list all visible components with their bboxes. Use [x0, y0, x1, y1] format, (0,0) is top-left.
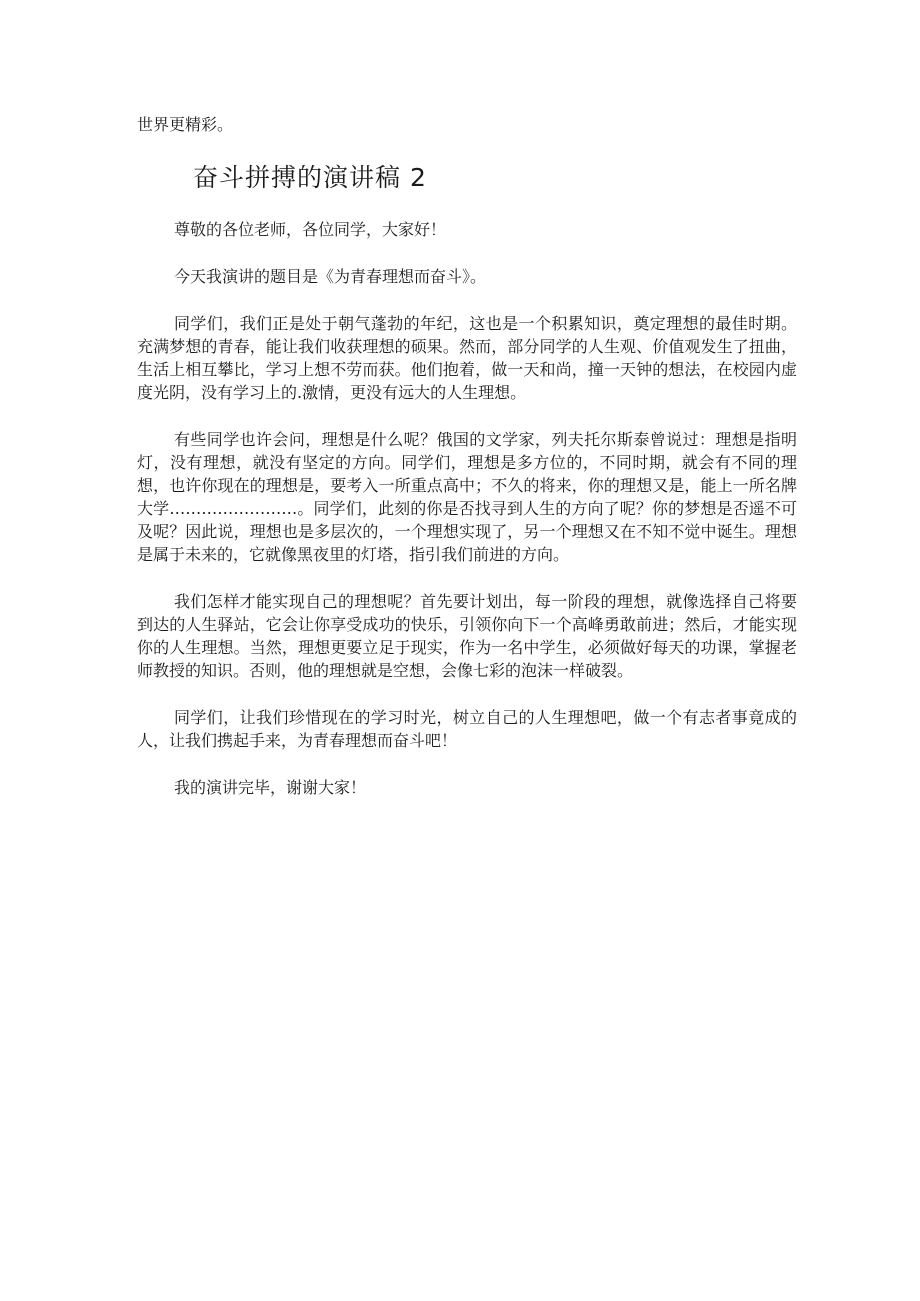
speech-body — [137, 218, 797, 823]
paragraph-youth: 同学们，我们正是处于朝气蓬勃的年纪，这也是一个积累知识，奠定理想的最佳时期。充满梦想的青春，能让我们收获理想的硕果。然而，部分同学的人生观、价值观发生了扭曲，生活上相互攀比，学习上想不劳而获。他们抱着，做一天和尚，撞一天钟的想法，在校园内虚度光阴，没有学习上的.激情，更没有远大的人生理想。 — [137, 314, 797, 402]
carry-over-line: 世界更精彩。 — [137, 115, 234, 134]
paragraph-what-is-ideal: 有些同学也许会问，理想是什么呢？俄国的文学家，列夫托尔斯泰曾说过：理想是指明灯，没有理想，就没有坚定的方向。同学们，理想是多方位的，不同时期，就会有不同的理想，也许你现在的理想是，要考入一所重点高中；不久的将来，你的理想又是，能上一所名牌大学……………………。同学们，此刻的你是否找寻到人生的方向了呢？你的梦想是否遥不可及呢？因此说，理想也是多层次的，一个理想实现了，另一个理想又在不知不觉中诞生。理想是属于未来的，它就像黑夜里的灯塔，指引我们前进的方向。 — [137, 430, 797, 564]
paragraph-topic: 今天我演讲的题目是《为青春理想而奋斗》。 — [174, 267, 487, 286]
paragraph-how-to-achieve: 我们怎样才能实现自己的理想呢？首先要计划出，每一阶段的理想，就像选择自己将要到达的人生驿站，它会让你享受成功的快乐，引领你向下一个高峰勇敢前进；然后，才能实现你的人生理想。当然，理想更要立足于现实，作为一名中学生，必须做好每天的功课，掌握老师教授的知识。否则，他的理想就是空想，会像七彩的泡沫一样破裂。 — [137, 592, 797, 680]
speech-title: 奋斗拼搏的演讲稿 2 — [193, 163, 427, 192]
paragraph-closing: 我的演讲完毕，谢谢大家！ — [174, 778, 367, 797]
paragraph-call-to-action: 同学们，让我们珍惜现在的学习时光，树立自己的人生理想吧，做一个有志者事竟成的人，让我们携起手来，为青春理想而奋斗吧！ — [137, 708, 797, 750]
paragraph-greeting: 尊敬的各位老师，各位同学，大家好！ — [174, 220, 447, 239]
